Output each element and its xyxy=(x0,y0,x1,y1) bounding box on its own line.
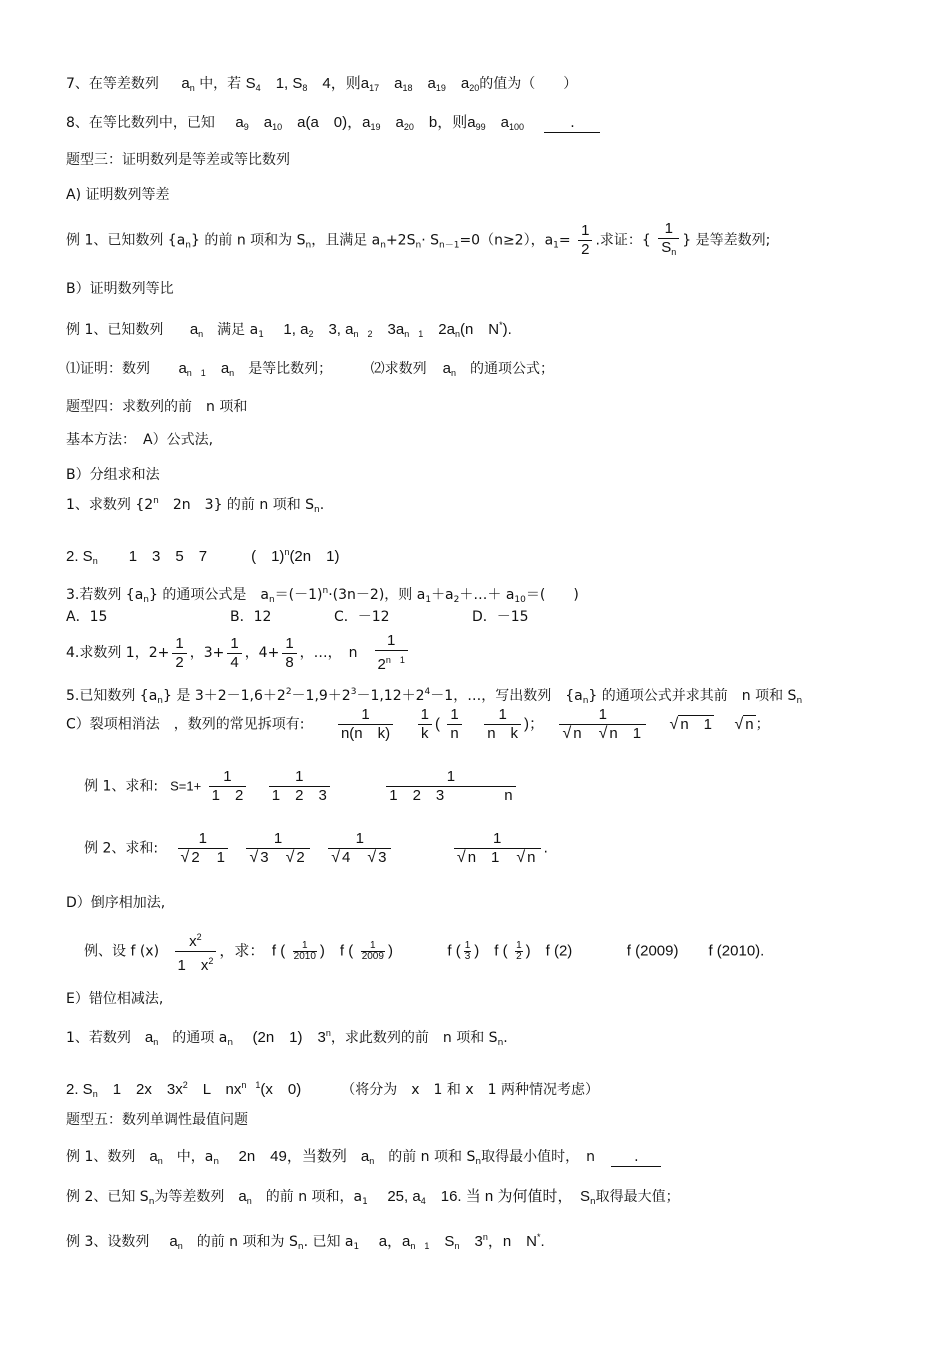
option-d: D．－15 xyxy=(472,609,529,625)
answer-blank: . xyxy=(544,114,600,133)
method-d-example: 例、设 f (x) $\frac{x^2}{1 x^2}$ ，求： f ( $\frac{1}{2010}$ ) f ( $\frac{1}{2009}$ ) f ( $\frac{1}{3}$ ) f ( $\frac{1}{2}$ ) f (2) f (2009) f (2010). xyxy=(84,928,764,975)
monotonic-example-2: 例 2、已知 $S_n$为等差数列 $a_n$ 的前 n 项和，$a_1$ 25, $a_4$ 16. 当 n 为何值时， $S_n$取得最大值； xyxy=(66,1188,680,1207)
sum-problem-4: 4.求数列 1，2+ $\frac{1}{2}$ ，3+ $\frac{1}{4}$ ，4+ $\frac{1}{8}$ ，…， n $\frac{1}{2^{n 1}}$ xyxy=(66,632,411,674)
section-type-5: 题型五：数列单调性最值问题 xyxy=(66,1112,248,1128)
section-type-4: 题型四：求数列的前 n 项和 xyxy=(66,399,248,415)
sum-problem-2: 2. $S_n$ 1 3 5 7 ( 1)$^n$(2n 1) xyxy=(66,547,340,566)
section-type-3: 题型三：证明数列是等差或等比数列 xyxy=(66,152,290,168)
question-7: 7、在等差数列 $a_n$ 中，若 $S_4$ 1, $S_8$ 4，则$a_{17}$ $a_{18}$ $a_{19}$ $a_{20}$的值为（ ） xyxy=(66,75,578,93)
subsection-3a: A) 证明数列等差 xyxy=(66,187,170,203)
example-1-geo-parts: ⑴证明：数列 $a_{n 1}$ $a_n$ 是等比数列； ⑵求数列 $a_n$ 的通项公式； xyxy=(66,360,554,378)
method-c: C）裂项相消法 ，数列的常见拆项有: $\frac{1}{\text{n(n k)}}$ $\frac{1}{k}$ ( $\frac{1}{n}$ $\frac{1}{\text{n k}}$ )； $\frac{1}{√ n √ n 1}$ √ n 1 √ n ； xyxy=(66,706,770,742)
subsection-3b: B）证明数列等比 xyxy=(66,281,174,297)
method-c-example-1: 例 1、求和: S=1+ $\frac{1}{1 2}$ $\frac{1}{1 2 3}$ $\frac{1}{1 2 3 n}$ xyxy=(84,768,519,805)
example-1-geo: 例 1、已知数列 $a_n$ 满足 $a_1$ 1, $a_2$ 3, $a_{n 2}$ $3a_{n 1}$ $2a_n(n$ N*). xyxy=(66,320,512,340)
monotonic-example-1: 例 1、数列 $a_n$ 中，$a_n$ 2n 49，当数列 $a_n$ 的前 n 项和 $S_n$取得最小值时， n . xyxy=(66,1148,661,1171)
method-e-problem-2: 2. $S_n$ 1 2x $3x^2$ L $nx^{n 1}(x$ 0) （将分为 x 1 和 x 1 两种情况考虑） xyxy=(66,1080,600,1099)
method-b: B）分组求和法 xyxy=(66,467,160,483)
monotonic-example-3: 例 3、设数列 $a_n$ 的前 n 项和为 $S_n$. 已知 $a_1$ a，$a_{n 1}$ $S_n$ 3$^n$，n N*. xyxy=(66,1232,545,1252)
option-b: B．12 xyxy=(230,609,272,625)
sum-problem-5: 5.已知数列 $\{a_n\}$ 是 $3+2-1,6+2^2-1,9+2^3-1,12+2^4-1$，…，写出数列 $\{a_n\}$ 的通项公式并求其前 n 项和 $S_n$ xyxy=(66,687,803,706)
option-a: A．15 xyxy=(66,609,108,625)
fraction: $\frac{1}{S_n}$ xyxy=(658,220,679,261)
fraction: $\frac{1}{2}$ xyxy=(578,222,592,259)
sum-problem-1: 1、求数列 {2$^n$ 2n 3} 的前 n 项和 $S_n$. xyxy=(66,496,325,515)
method-e: E）错位相减法, xyxy=(66,991,164,1007)
option-c: C．－12 xyxy=(334,609,390,625)
method-c-example-2: 例 2、求和: $\frac{1}{√ 2 1}$ $\frac{1}{√ 3 √ 2}$ $\frac{1}{√ 4 √ 3}$ $\frac{1}{√ n 1 √ n}$ . xyxy=(84,830,548,866)
basic-methods: 基本方法： A）公式法, xyxy=(66,432,214,448)
method-d: D）倒序相加法, xyxy=(66,895,166,911)
sum-problem-3: 3.若数列 $\{a_n\}$ 的通项公式是 $a_n=(-1)^n\cdot(3n-2)$，则 $a_1+a_2+\dots+ a_{10}=$( ) xyxy=(66,586,579,605)
question-8: 8、在等比数列中，已知 $a_9$ $a_{10}$ a(a 0)，$a_{19}$ $a_{20}$ b，则$a_{99}$ $a_{100}$ . xyxy=(66,114,600,136)
answer-blank: . xyxy=(611,1148,661,1167)
method-e-problem-1: 1、若数列 $a_n$ 的通项 $a_n$ (2n 1) 3$^n$，求此数列的前 n 项和 $S_n$. xyxy=(66,1028,508,1048)
example-1-arith: 例 1、已知数列 $\{a_n\}$ 的前 n 项和为 $S_n$，且满足 $a_n+2S_n\cdot S_{n-1}=0(n\ge 2)$，$a_1=$ $\frac{1}{2}$ .求证：{ $\frac{1}{S_n}$ } 是等差数列; xyxy=(66,220,770,261)
